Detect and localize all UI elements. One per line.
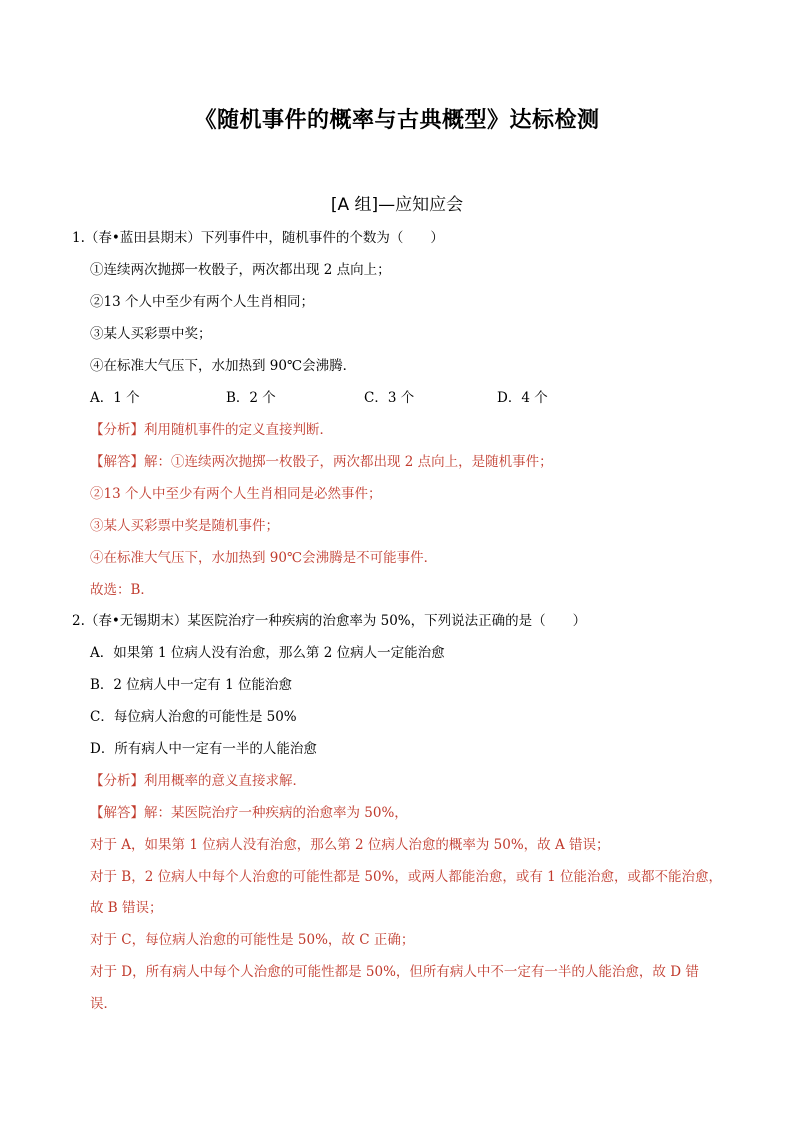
question-1-item: ①连续两次抛掷一枚骰子，两次都出现 2 点向上； — [90, 262, 391, 278]
question-1-item: ④在标准大气压下，水加热到 90℃会沸腾． — [90, 358, 357, 374]
question-1-choice: 故选：B． — [90, 582, 154, 598]
question-2-answer-line: 【解答】解：某医院治疗一种疾病的治愈率为 50%， — [90, 805, 408, 821]
question-2-answer-line: 对于 D，所有病人中每个人治愈的可能性都是 50%，但所有病人中不一定有一半的人能治愈，故 D 错 — [90, 964, 699, 980]
section-heading: [A 组]—应知应会 — [330, 195, 464, 215]
question-1-item: ②13 个人中至少有两个人生肖相同； — [90, 294, 314, 310]
question-2-option-a: A．如果第 1 位病人没有治愈，那么第 2 位病人一定能治愈 — [90, 645, 445, 661]
question-1-answer-line: 【解答】解：①连续两次抛掷一枚骰子，两次都出现 2 点向上，是随机事件； — [90, 454, 553, 470]
question-1-item: ③某人买彩票中奖； — [90, 326, 212, 342]
question-1-analysis: 【分析】利用随机事件的定义直接判断． — [90, 422, 333, 438]
question-1-stem: 1.（春•蓝田县期末）下列事件中，随机事件的个数为（ ） — [72, 230, 444, 246]
question-2-option-b: B．2 位病人中一定有 1 位能治愈 — [90, 677, 292, 693]
question-1-answer-line: ②13 个人中至少有两个人生肖相同是必然事件； — [90, 486, 382, 502]
question-1-option-c: C．3 个 — [364, 390, 415, 406]
question-2-option-c: C．每位病人治愈的可能性是 50% — [90, 709, 297, 725]
question-1-option-b: B．2 个 — [226, 390, 276, 406]
question-1-answer-line: ④在标准大气压下，水加热到 90℃会沸腾是不可能事件． — [90, 550, 438, 566]
question-2-option-d: D．所有病人中一定有一半的人能治愈 — [90, 741, 317, 757]
question-1-option-a: A．1 个 — [90, 390, 140, 406]
question-2-answer-line: 故 B 错误； — [90, 900, 163, 916]
question-1-option-d: D．4 个 — [497, 390, 548, 406]
question-2-answer-line: 对于 C，每位病人治愈的可能性是 50%，故 C 正确； — [90, 932, 415, 948]
document-title: 《随机事件的概率与古典概型》达标检测 — [194, 108, 600, 133]
question-2-answer-line: 对于 B，2 位病人中每个人治愈的可能性都是 50%，或两人都能治愈，或有 1 位能治愈，或都不能治愈， — [90, 869, 723, 885]
question-2-analysis: 【分析】利用概率的意义直接求解． — [90, 773, 306, 789]
question-1-answer-line: ③某人买彩票中奖是随机事件； — [90, 518, 279, 534]
question-2-answer-line: 对于 A，如果第 1 位病人没有治愈，那么第 2 位病人治愈的概率为 50%，故 A 错误； — [90, 837, 610, 853]
question-2-stem: 2.（春•无锡期末）某医院治疗一种疾病的治愈率为 50%，下列说法正确的是（ ） — [72, 613, 587, 629]
question-2-answer-line: 误． — [90, 996, 117, 1012]
